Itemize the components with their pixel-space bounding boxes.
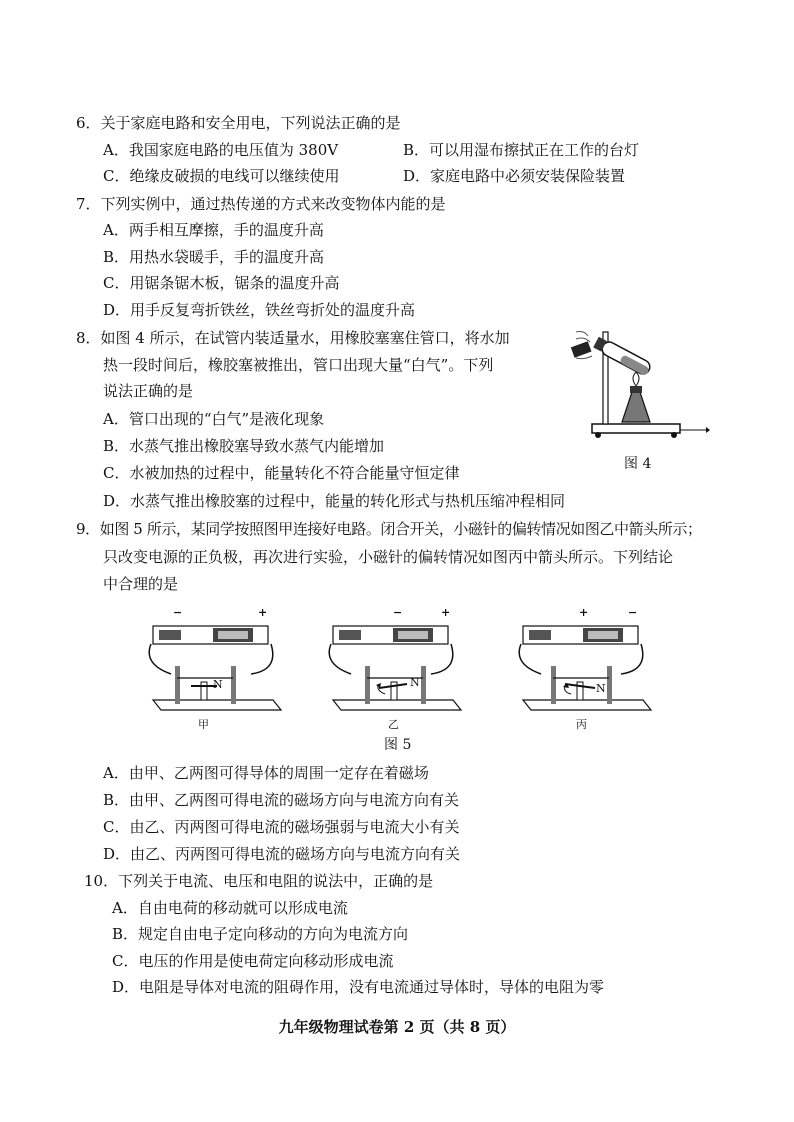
q10-option-a: A．自由电荷的移动就可以形成电流 bbox=[112, 899, 348, 917]
q9-option-d: D．由乙、丙两图可得电流的磁场方向与电流方向有关 bbox=[103, 845, 461, 863]
q10-option-d: D．电阻是导体对电流的阻碍作用，没有电流通过导体时，导体的电阻为零 bbox=[112, 978, 605, 996]
figure-5-panel-jia bbox=[143, 608, 283, 723]
q9-stem-line1: 9．如图 5 所示，某同学按照图甲连接好电路。闭合开关，小磁针的偏转情况如图乙中箭头所示； bbox=[76, 520, 702, 538]
panel-bing-label: 丙 bbox=[576, 718, 587, 731]
q9-option-b: B．由甲、乙两图可得电流的磁场方向与电流方向有关 bbox=[103, 791, 460, 809]
q6-option-a: A．我国家庭电路的电压值为 380V bbox=[103, 141, 339, 159]
q7-option-a: A．两手相互摩擦，手的温度升高 bbox=[103, 221, 324, 239]
page-footer: 九年级物理试卷第 2 页（共 8 页） bbox=[278, 1018, 516, 1036]
panel-yi-right-sign: + bbox=[441, 606, 451, 619]
q10-option-b: B．规定自由电子定向移动的方向为电流方向 bbox=[112, 925, 409, 943]
q9-option-c: C．由乙、丙两图可得电流的磁场强弱与电流大小有关 bbox=[103, 818, 460, 836]
q6-option-c: C．绝缘皮破损的电线可以继续使用 bbox=[103, 167, 340, 185]
q8-option-b: B．水蒸气推出橡胶塞导致水蒸气内能增加 bbox=[103, 437, 385, 455]
q10-option-c: C．电压的作用是使电荷定向移动形成电流 bbox=[112, 952, 394, 970]
q7-stem: 7．下列实例中，通过热传递的方式来改变物体内能的是 bbox=[76, 195, 446, 213]
q9-option-a: A．由甲、乙两图可得导体的周围一定存在着磁场 bbox=[103, 764, 429, 782]
panel-yi-needle-label: N bbox=[410, 676, 420, 689]
q8-option-d: D．水蒸气推出橡胶塞的过程中，能量的转化形式与热机压缩冲程相同 bbox=[103, 492, 566, 510]
q8-stem-line2: 热一段时间后，橡胶塞被推出，管口出现大量“白气”。下列 bbox=[103, 356, 494, 374]
panel-yi-label: 乙 bbox=[388, 718, 399, 731]
q6-stem: 6．关于家庭电路和安全用电，下列说法正确的是 bbox=[76, 114, 401, 132]
q9-stem-line3: 中合理的是 bbox=[103, 575, 179, 593]
q7-option-d: D．用手反复弯折铁丝，铁丝弯折处的温度升高 bbox=[103, 301, 416, 319]
panel-yi-left-sign: − bbox=[393, 606, 403, 619]
panel-jia-left-sign: − bbox=[173, 606, 183, 619]
q9-stem-line2: 只改变电源的正负极，再次进行实验，小磁针的偏转情况如图丙中箭头所示。下列结论 bbox=[103, 548, 674, 566]
panel-jia-right-sign: + bbox=[258, 606, 268, 619]
panel-bing-needle-label: N bbox=[596, 682, 606, 695]
q6-option-d: D．家庭电路中必须安装保险装置 bbox=[403, 167, 626, 185]
figure-4-test-tube-apparatus bbox=[570, 322, 710, 447]
figure-5-panel-yi bbox=[323, 608, 463, 723]
panel-jia-label: 甲 bbox=[198, 718, 209, 731]
panel-jia-needle-label: N bbox=[213, 678, 223, 691]
q8-option-a: A．管口出现的“白气”是液化现象 bbox=[103, 410, 325, 428]
figure-4-caption: 图 4 bbox=[624, 456, 652, 472]
figure-5-caption: 图 5 bbox=[384, 737, 412, 753]
q8-stem-line3: 说法正确的是 bbox=[103, 382, 194, 400]
q7-option-b: B．用热水袋暖手，手的温度升高 bbox=[103, 248, 325, 266]
q7-option-c: C．用锯条锯木板，锯条的温度升高 bbox=[103, 274, 340, 292]
q6-option-b: B．可以用湿布擦拭正在工作的台灯 bbox=[403, 141, 640, 159]
figure-5-panel-bing bbox=[513, 608, 653, 723]
panel-bing-left-sign: + bbox=[579, 606, 589, 619]
q8-stem-line1: 8．如图 4 所示，在试管内装适量水，用橡胶塞塞住管口，将水加 bbox=[76, 329, 510, 347]
q8-option-c: C．水被加热的过程中，能量转化不符合能量守恒定律 bbox=[103, 464, 460, 482]
q10-stem: 10．下列关于电流、电压和电阻的说法中，正确的是 bbox=[84, 872, 434, 890]
panel-bing-right-sign: − bbox=[628, 606, 638, 619]
